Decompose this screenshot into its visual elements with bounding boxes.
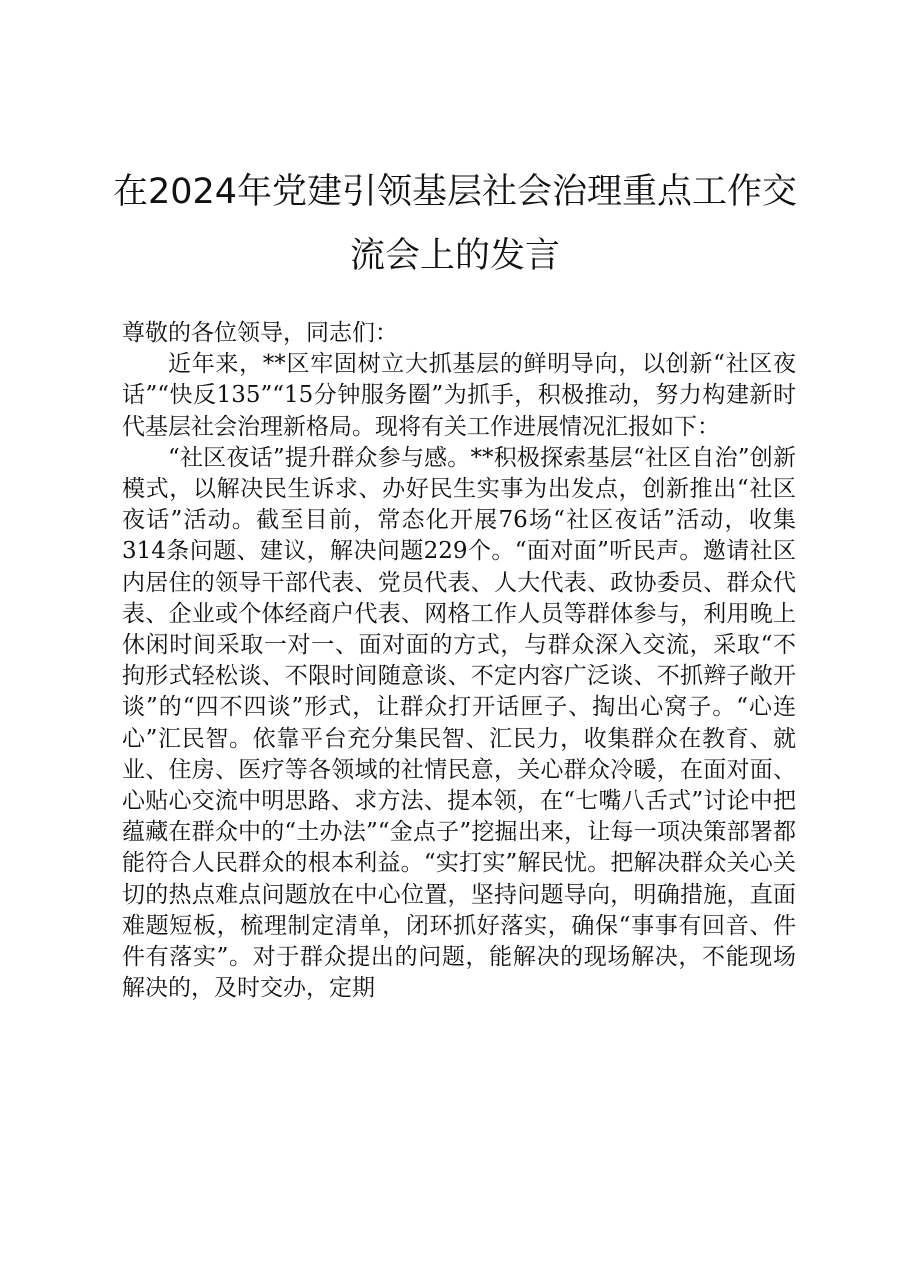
document-title: 在2024年党建引领基层社会治理重点工作交流会上的发言: [112, 172, 798, 276]
paragraph-community-night-talk: “社区夜话”提升群众参与感。**积极探索基层“社区自治”创新模式，以解决民生诉求、办好民生实事为出发点，创新推出“社区夜话”活动。截至目前，常态化开展76场“社区夜话”活动，收集314条问题、建议，解决问题229个。“面对面”听民声。邀请社区内居住的领导干部代表、党员代表、人大代表、政协委员、群众代表、企业或个体经商户代表、网格工作人员等群体参与，利用晚上休闲时间采取一对一、面对面的方式，与群众深入交流，采取“不拘形式轻松谈、不限时间随意谈、不定内容广泛谈、不抓辫子敞开谈”的“四不四谈”形式，让群众打开话匣子、掏出心窝子。“心连心”汇民智。依靠平台充分集民智、汇民力，收集群众在教育、就业、住房、医疗等各领域的社情民意，关心群众冷暖，在面对面、心贴心交流中明思路、求方法、提本领，在“七嘴八舌式”讨论中把蕴藏在群众中的“土办法”“金点子”挖掘出来，让每一项决策部署都能符合人民群众的根本利益。“实打实”解民忧。把解决群众关心关切的热点难点问题放在中心位置，坚持问题导向，明确措施，直面难题短板，梳理制定清单，闭环抓好落实，确保“事事有回音、件件有落实”。对于群众提出的问题，能解决的现场解决，不能现场解决的，及时交办，定期: [122, 444, 796, 1002]
salutation: 尊敬的各位领导，同志们：: [122, 320, 398, 346]
document-body: [122, 318, 796, 1004]
paragraph-intro: 近年来，**区牢固树立大抓基层的鲜明导向，以创新“社区夜话”“快反135”“15分钟服务圈”为抓手，积极推动，努力构建新时代基层社会治理新格局。现将有关工作进展情况汇报如下：: [122, 351, 796, 440]
